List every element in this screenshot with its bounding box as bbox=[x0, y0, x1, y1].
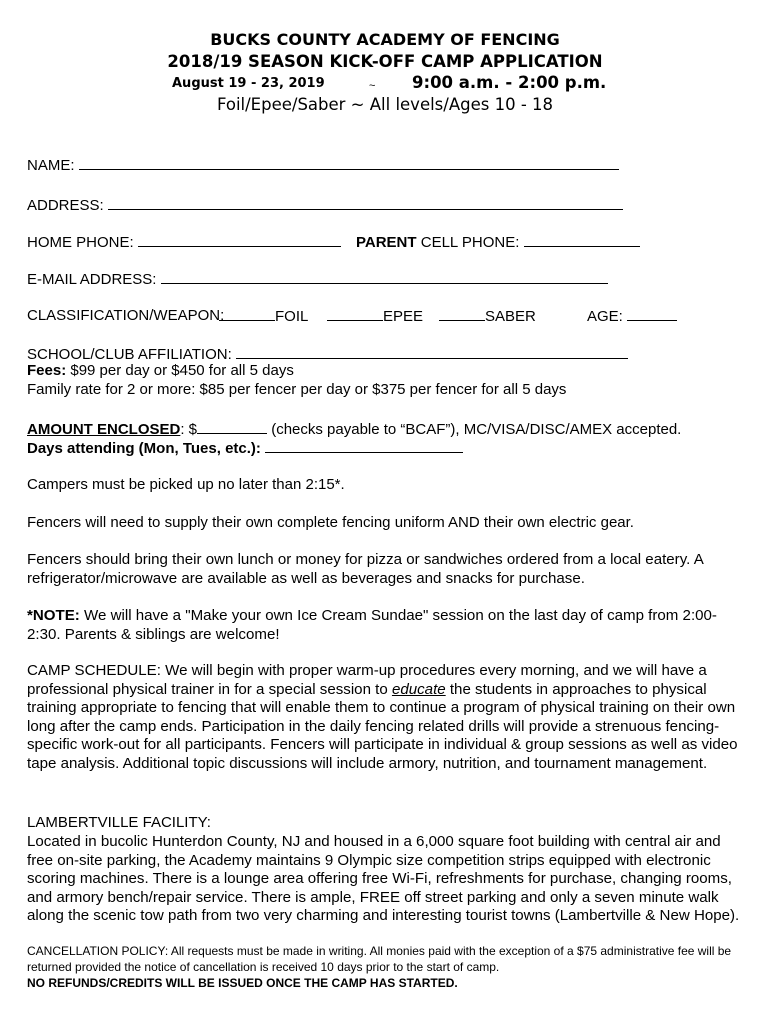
facility-heading: LAMBERTVILLE FACILITY: bbox=[27, 814, 211, 831]
schedule-text-2: the students in approaches to physical training appropriate to fencing that will enable them to continue a program of physical training on their own long after the camp ends. Participation in the daily fencing related drills will provide a strenuous fencing-specific work-out for all participants. Fencers will participate in individual & group sessions as well as video tape analysis. Additional topic discussions will include armory, nutrition, and tournament management. bbox=[27, 680, 738, 772]
camp-hours: 9:00 a.m. - 2:00 p.m. bbox=[412, 73, 607, 92]
amount-prefix: : $ bbox=[180, 421, 198, 438]
saber-option bbox=[439, 307, 536, 325]
family-rate: Family rate for 2 or more: $85 per fencer per day or $375 per fencer for all 5 days bbox=[27, 381, 567, 398]
name-row bbox=[27, 156, 619, 174]
camp-dates: August 19 - 23, 2019 bbox=[172, 76, 325, 91]
amount-line bbox=[27, 420, 681, 440]
epee-option bbox=[327, 307, 423, 325]
days-label: Days attending (Mon, Tues, etc.): bbox=[27, 440, 261, 457]
schedule-text-1: CAMP SCHEDULE: We will begin with proper warm-up procedures every morning, and we will have a professional physical trainer in for a special session to bbox=[27, 662, 707, 698]
sundae-note bbox=[27, 607, 742, 644]
camp-schedule bbox=[27, 662, 743, 774]
foil-label: FOIL bbox=[275, 308, 309, 325]
foil-field[interactable] bbox=[219, 307, 275, 321]
uniform-note: Fencers will need to supply their own complete fencing uniform AND their own electric gear. bbox=[27, 514, 634, 531]
name-field[interactable] bbox=[79, 156, 619, 170]
amount-label: AMOUNT ENCLOSED bbox=[27, 421, 181, 438]
home-phone-field[interactable] bbox=[138, 233, 341, 247]
saber-field[interactable] bbox=[439, 307, 485, 321]
parent-label: PARENT bbox=[356, 234, 417, 251]
amount-text: (checks payable to “BCAF”), MC/VISA/DISC/AMEX accepted. bbox=[267, 421, 682, 438]
email-field[interactable] bbox=[161, 270, 608, 284]
days-field[interactable] bbox=[265, 439, 463, 453]
no-refunds-notice: NO REFUNDS/CREDITS WILL BE ISSUED ONCE THE CAMP HAS STARTED. bbox=[27, 976, 458, 990]
email-row bbox=[27, 270, 608, 288]
parent-cell-label: CELL PHONE: bbox=[420, 234, 520, 251]
home-phone-row bbox=[27, 233, 341, 251]
fees-text: $99 per day or $450 for all 5 days bbox=[66, 362, 294, 379]
fees-line bbox=[27, 362, 294, 381]
school-label: SCHOOL/CLUB AFFILIATION: bbox=[27, 346, 232, 363]
age-row bbox=[587, 307, 677, 325]
schedule-emphasis: educate bbox=[391, 680, 446, 698]
age-label: AGE: bbox=[587, 308, 623, 325]
school-row bbox=[27, 345, 628, 363]
foil-option bbox=[219, 307, 308, 325]
address-label: ADDRESS: bbox=[27, 197, 104, 214]
lunch-note: Fencers should bring their own lunch or money for pizza or sandwiches ordered from a local eatery. A refrigerator/microwave are available as well as beverages and snacks for purchase. bbox=[27, 551, 703, 587]
address-row bbox=[27, 196, 623, 214]
pickup-note: Campers must be picked up no later than 2:15*. bbox=[27, 476, 345, 493]
address-field[interactable] bbox=[108, 196, 623, 210]
saber-label: SABER bbox=[485, 308, 536, 325]
days-line bbox=[27, 439, 463, 459]
school-field[interactable] bbox=[236, 345, 628, 359]
age-field[interactable] bbox=[627, 307, 677, 321]
epee-label: EPEE bbox=[383, 308, 424, 325]
note-text: We will have a "Make your own Ice Cream Sundae" session on the last day of camp from 2:00-2:30. Parents & siblings are welcome! bbox=[27, 607, 717, 643]
email-label: E-MAIL ADDRESS: bbox=[27, 271, 157, 288]
note-label: *NOTE: bbox=[27, 607, 80, 624]
org-title: BUCKS COUNTY ACADEMY OF FENCING bbox=[210, 30, 560, 49]
facility-text: Located in bucolic Hunterdon County, NJ and housed in a 6,000 square foot building with central air and free on-site parking, the Academy maintains 9 Olympic size competition strips equipped with electronic scoring machines. There is a lounge area offering free Wi-Fi, refreshments for purchase, changing rooms, and armory bench/repair service. There is ample, FREE off street parking and only a seven minute walk along the scenic tow path from two very charming and interesting tourist towns (Lambertville & New Hope). bbox=[27, 833, 740, 925]
name-label: NAME: bbox=[27, 157, 75, 174]
parent-cell-row bbox=[356, 233, 640, 251]
home-phone-label: HOME PHONE: bbox=[27, 234, 134, 251]
parent-cell-field[interactable] bbox=[524, 233, 640, 247]
camp-subtitle: Foil/Epee/Saber ~ All levels/Ages 10 - 18 bbox=[216, 95, 554, 114]
amount-field[interactable] bbox=[197, 420, 267, 434]
epee-field[interactable] bbox=[327, 307, 383, 321]
classification-label: CLASSIFICATION/WEAPON: bbox=[27, 307, 225, 324]
cancellation-policy: CANCELLATION POLICY: All requests must be made in writing. All monies paid with the exception of a $75 administrative fee will be returned provided the notice of cancellation is received 10 days prior to the start of camp. bbox=[27, 944, 732, 974]
dates-separator: ~ bbox=[369, 80, 376, 92]
application-title: 2018/19 SEASON KICK-OFF CAMP APPLICATION bbox=[167, 52, 603, 71]
classification-row bbox=[27, 307, 224, 324]
fees-label: Fees: bbox=[27, 362, 67, 379]
